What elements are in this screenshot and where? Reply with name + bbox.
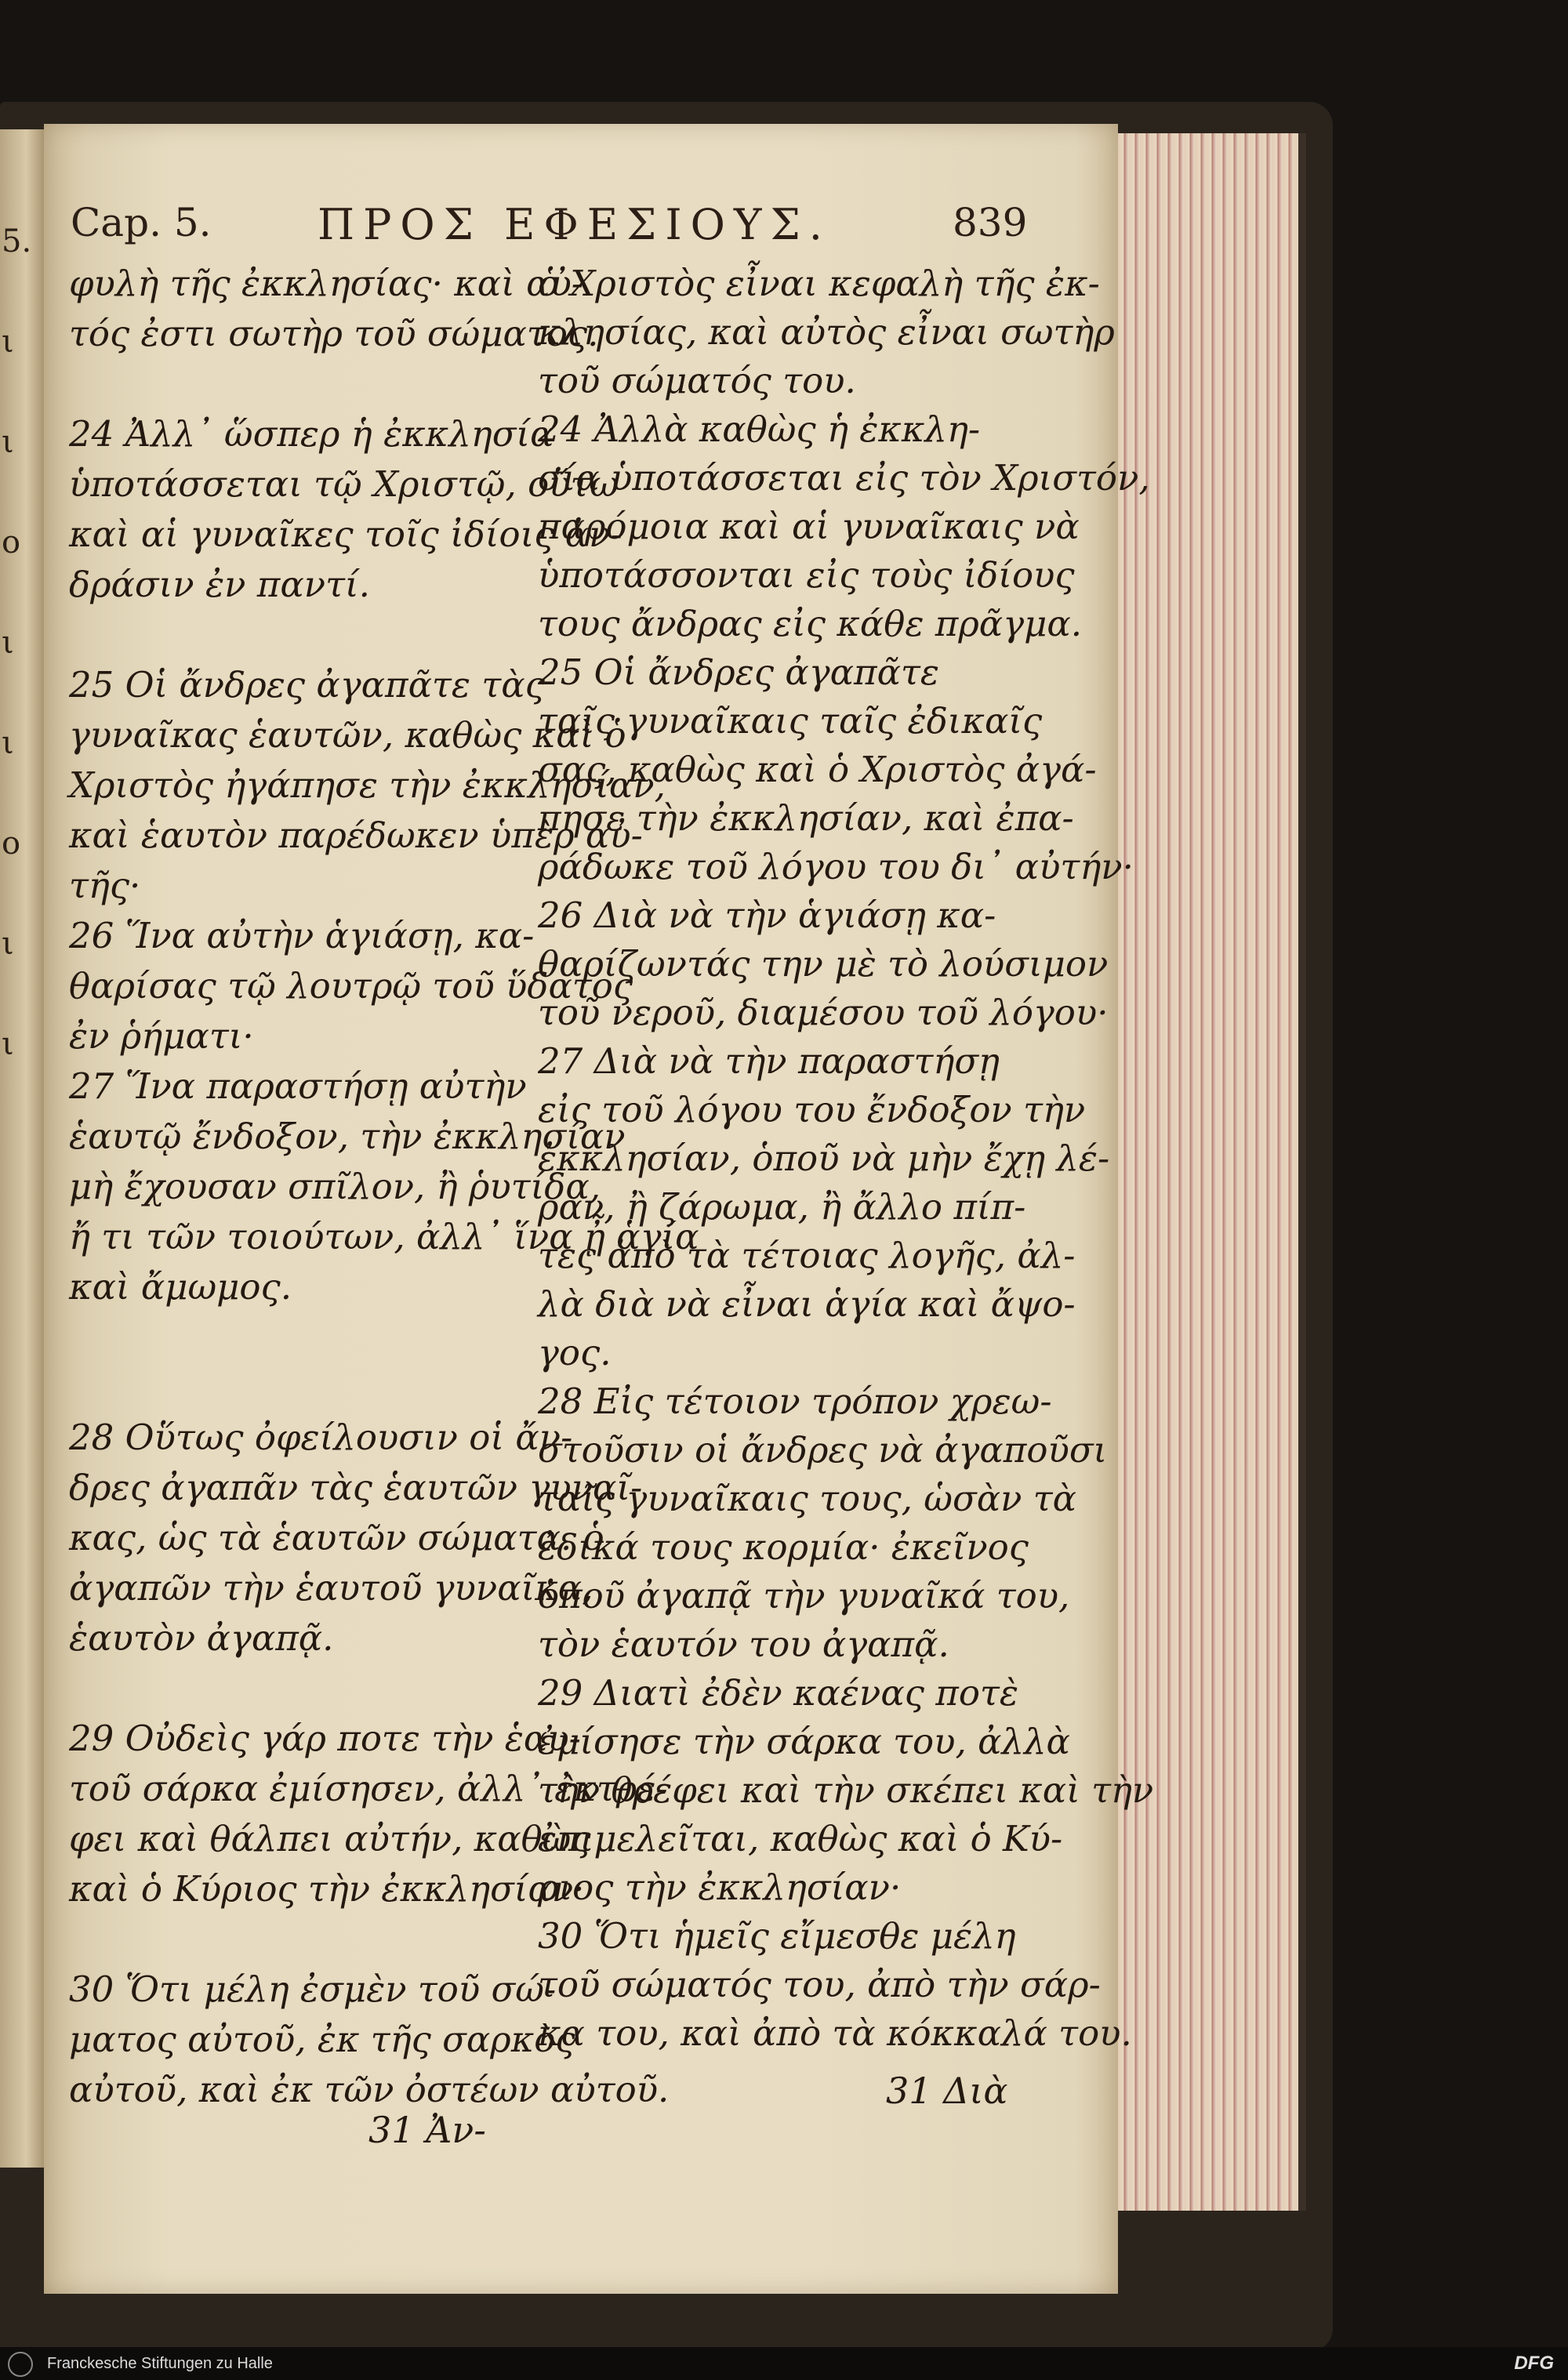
right-column-line: ἐμίσησε τὴν σάρκα του, ἀλλὰ [538, 1721, 1070, 1762]
left-column-line: 30 Ὅτι μέλη ἐσμὲν τοῦ σώ- [69, 1968, 557, 2010]
right-column-line: 25 Οἱ ἄνδρες ἀγαπᾶτε [538, 651, 940, 693]
left-column-line: 24 Ἀλλ᾽ ὥσπερ ἡ ἐκκλησία [69, 413, 554, 455]
right-column-line: κα του, καὶ ἀπὸ τὰ κόκκαλά του. [538, 2012, 1132, 2054]
left-column-line: ὑποτάσσεται τῷ Χριστῷ, οὕτω [69, 463, 619, 505]
right-column-line: ὑποτάσσονται εἰς τοὺς ἰδίους [538, 554, 1075, 596]
page-edges [1118, 133, 1306, 2211]
left-column-line: θαρίσας τῷ λουτρῷ τοῦ ὕδατος [69, 965, 633, 1007]
page-number: 839 [953, 200, 1028, 245]
left-column-line: ματος αὐτοῦ, ἐκ τῆς σαρκὸς [69, 2019, 575, 2060]
left-column-line: 29 Οὐδεὶς γάρ ποτε τὴν ἑαυ- [69, 1718, 581, 1759]
left-column-line: καὶ ὁ Κύριος τὴν ἐκκλησίαν· [69, 1868, 585, 1910]
catchword-left: 31 Ἀν- [368, 2109, 486, 2151]
right-column-line: παρόμοια καὶ αἱ γυναῖκαις νὰ [538, 506, 1080, 547]
right-column-line: 29 Διατὶ ἐδὲν καένας ποτὲ [538, 1672, 1018, 1714]
previous-page-edge [0, 129, 44, 2168]
right-column-line: τους ἄνδρας εἰς κάθε πρᾶγμα. [538, 603, 1083, 644]
left-column-line: τοῦ σάρκα ἐμίσησεν, ἀλλ᾽ ἐκτρέ- [69, 1768, 668, 1809]
left-column-line: καὶ ἄμωμος. [69, 1266, 292, 1308]
right-column-line: γος. [538, 1332, 612, 1373]
right-column-line: 27 Διὰ νὰ τὴν παραστήσῃ [538, 1040, 1000, 1082]
left-column-line: φυλὴ τῆς ἐκκλησίας· καὶ αὐ- [69, 263, 584, 304]
right-column-line: 24 Ἀλλὰ καθὼς ἡ ἐκκλη- [538, 408, 981, 450]
right-column-line: σία ὑποτάσσεται εἰς τὸν Χριστόν, [538, 457, 1150, 499]
left-column-line: ἑαυτὸν ἀγαπᾷ. [69, 1617, 334, 1659]
right-column-line: λὰ διὰ νὰ εἶναι ἁγία καὶ ἄψο- [538, 1283, 1076, 1325]
left-column-line: γυναῖκας ἑαυτῶν, καθὼς καὶ ὁ [69, 714, 626, 756]
margin-fragment: ο [2, 524, 21, 561]
left-column-line: ἀγαπῶν τὴν ἑαυτοῦ γυναῖκα, [69, 1567, 593, 1609]
margin-fragment: ι [2, 324, 14, 360]
right-column-line: ταῖς γυναῖκαις τους, ὡσὰν τὰ [538, 1478, 1077, 1519]
left-column-line: 28 Οὕτως ὀφείλουσιν οἱ ἄν- [69, 1417, 573, 1458]
left-column-line: 25 Οἱ ἄνδρες ἀγαπᾶτε τὰς [69, 664, 545, 706]
margin-fragment: ι [2, 625, 14, 661]
right-column-line: ὁποῦ ἀγαπᾷ τὴν γυναῖκά του, [538, 1575, 1070, 1616]
right-column-line: τοῦ νεροῦ, διαμέσου τοῦ λόγου· [538, 992, 1109, 1033]
left-column-line: 27 Ἵνα παραστήσῃ αὐτὴν [69, 1065, 527, 1107]
margin-fragment: ι [2, 424, 14, 460]
right-column-line: εἰς τοῦ λόγου του ἔνδοξον τὴν [538, 1089, 1086, 1130]
right-column-line: τοῦ σώματός του, ἀπὸ τὴν σάρ- [538, 1964, 1101, 2005]
right-column-line: τες ἀπὸ τὰ τέτοιας λογῆς, ἀλ- [538, 1235, 1076, 1276]
left-column-line: δράσιν ἐν παντί. [69, 564, 370, 605]
right-column-line: θαρίζωντάς την μὲ τὸ λούσιμον [538, 943, 1109, 985]
left-column-line: φει καὶ θάλπει αὐτήν, καθὼς [69, 1818, 591, 1859]
left-column-line: ἤ τι τῶν τοιούτων, ἀλλ᾽ ἵνα ᾖ ἁγία [69, 1216, 699, 1257]
margin-fragment: ι [2, 1026, 14, 1062]
right-column-line: 28 Εἰς τέτοιον τρόπον χρεω- [538, 1380, 1052, 1422]
left-column-line: ἐν ῥήματι· [69, 1015, 254, 1057]
chapter-heading: Cap. 5. [71, 200, 212, 245]
right-column-line: ριος τὴν ἐκκλησίαν· [538, 1867, 902, 1908]
margin-fragment: ι [2, 725, 14, 761]
right-column-line: ἐπιμελεῖται, καθὼς καὶ ὁ Κύ- [538, 1818, 1063, 1859]
margin-fragment: ο [2, 825, 21, 862]
footer-bar [0, 2347, 1568, 2380]
left-column-line: καὶ αἱ γυναῖκες τοῖς ἰδίοις ἀν- [69, 513, 622, 555]
right-column-line: ραν, ἢ ζάρωμα, ἢ ἄλλο πίπ- [538, 1186, 1026, 1228]
left-column-line: κας, ὡς τὰ ἑαυτῶν σώματα. ὁ [69, 1517, 604, 1558]
left-column-line: καὶ ἑαυτὸν παρέδωκεν ὑπὲρ αὐ- [69, 814, 643, 856]
left-column-line: Χριστὸς ἠγάπησε τὴν ἐκκλησίαν, [69, 764, 666, 806]
institution-logo-icon [8, 2352, 33, 2377]
right-column-line: ράδωκε τοῦ λόγου του δι᾽ αὐτήν· [538, 846, 1134, 887]
right-column-line: ὁ Χριστὸς εἶναι κεφαλὴ τῆς ἐκ- [538, 263, 1100, 304]
left-column-line: αὐτοῦ, καὶ ἐκ τῶν ὀστέων αὐτοῦ. [69, 2069, 670, 2110]
right-column-line: 30 Ὅτι ἡμεῖς εἴμεσθε μέλη [538, 1915, 1016, 1957]
left-column-line: τῆς· [69, 865, 141, 906]
left-column-line: ἑαυτῷ ἔνδοξον, τὴν ἐκκλησίαν [69, 1116, 626, 1157]
right-column-line: σας, καθὼς καὶ ὁ Χριστὸς ἀγά- [538, 749, 1097, 790]
right-column-line: 26 Διὰ νὰ τὴν ἁγιάσῃ κα- [538, 894, 996, 936]
left-column-line: δρες ἀγαπᾶν τὰς ἑαυτῶν γυναῖ- [69, 1467, 643, 1508]
institution-name: Franckesche Stiftungen zu Halle [47, 2355, 273, 2372]
dfg-logo: DFG [1514, 2353, 1554, 2374]
right-column-line: τὸν ἑαυτόν του ἀγαπᾷ. [538, 1624, 949, 1665]
right-column-line: ἐκκλησίαν, ὁποῦ νὰ μὴν ἔχῃ λέ- [538, 1137, 1110, 1179]
running-title: ΠΡΟΣ ΕΦΕΣΙΟΥΣ. [318, 200, 831, 249]
catchword-right: 31 Διὰ [886, 2070, 1008, 2112]
right-column-line: ταῖς γυναῖκαις ταῖς ἐδικαῖς [538, 700, 1043, 742]
right-column-line: κλησίας, καὶ αὐτὸς εἶναι σωτὴρ [538, 311, 1115, 353]
margin-fragment: 5. [2, 223, 32, 259]
right-column-line: στοῦσιν οἱ ἄνδρες νὰ ἀγαποῦσι [538, 1429, 1108, 1471]
left-column-line: μὴ ἔχουσαν σπῖλον, ἢ ῥυτίδα, [69, 1166, 601, 1207]
margin-fragment: ι [2, 926, 14, 962]
left-column-line: 26 Ἵνα αὐτὴν ἁγιάσῃ, κα- [69, 915, 535, 956]
right-column-line: τὴν θρέφει καὶ τὴν σκέπει καὶ τὴν [538, 1769, 1154, 1811]
right-column-line: ἐδικά τους κορμία· ἐκεῖνος [538, 1526, 1029, 1568]
left-column-line: τός ἐστι σωτὴρ τοῦ σώματος. [69, 313, 599, 354]
right-column-line: πησε τὴν ἐκκλησίαν, καὶ ἐπα- [538, 797, 1074, 839]
right-column-line: τοῦ σώματός του. [538, 360, 856, 401]
